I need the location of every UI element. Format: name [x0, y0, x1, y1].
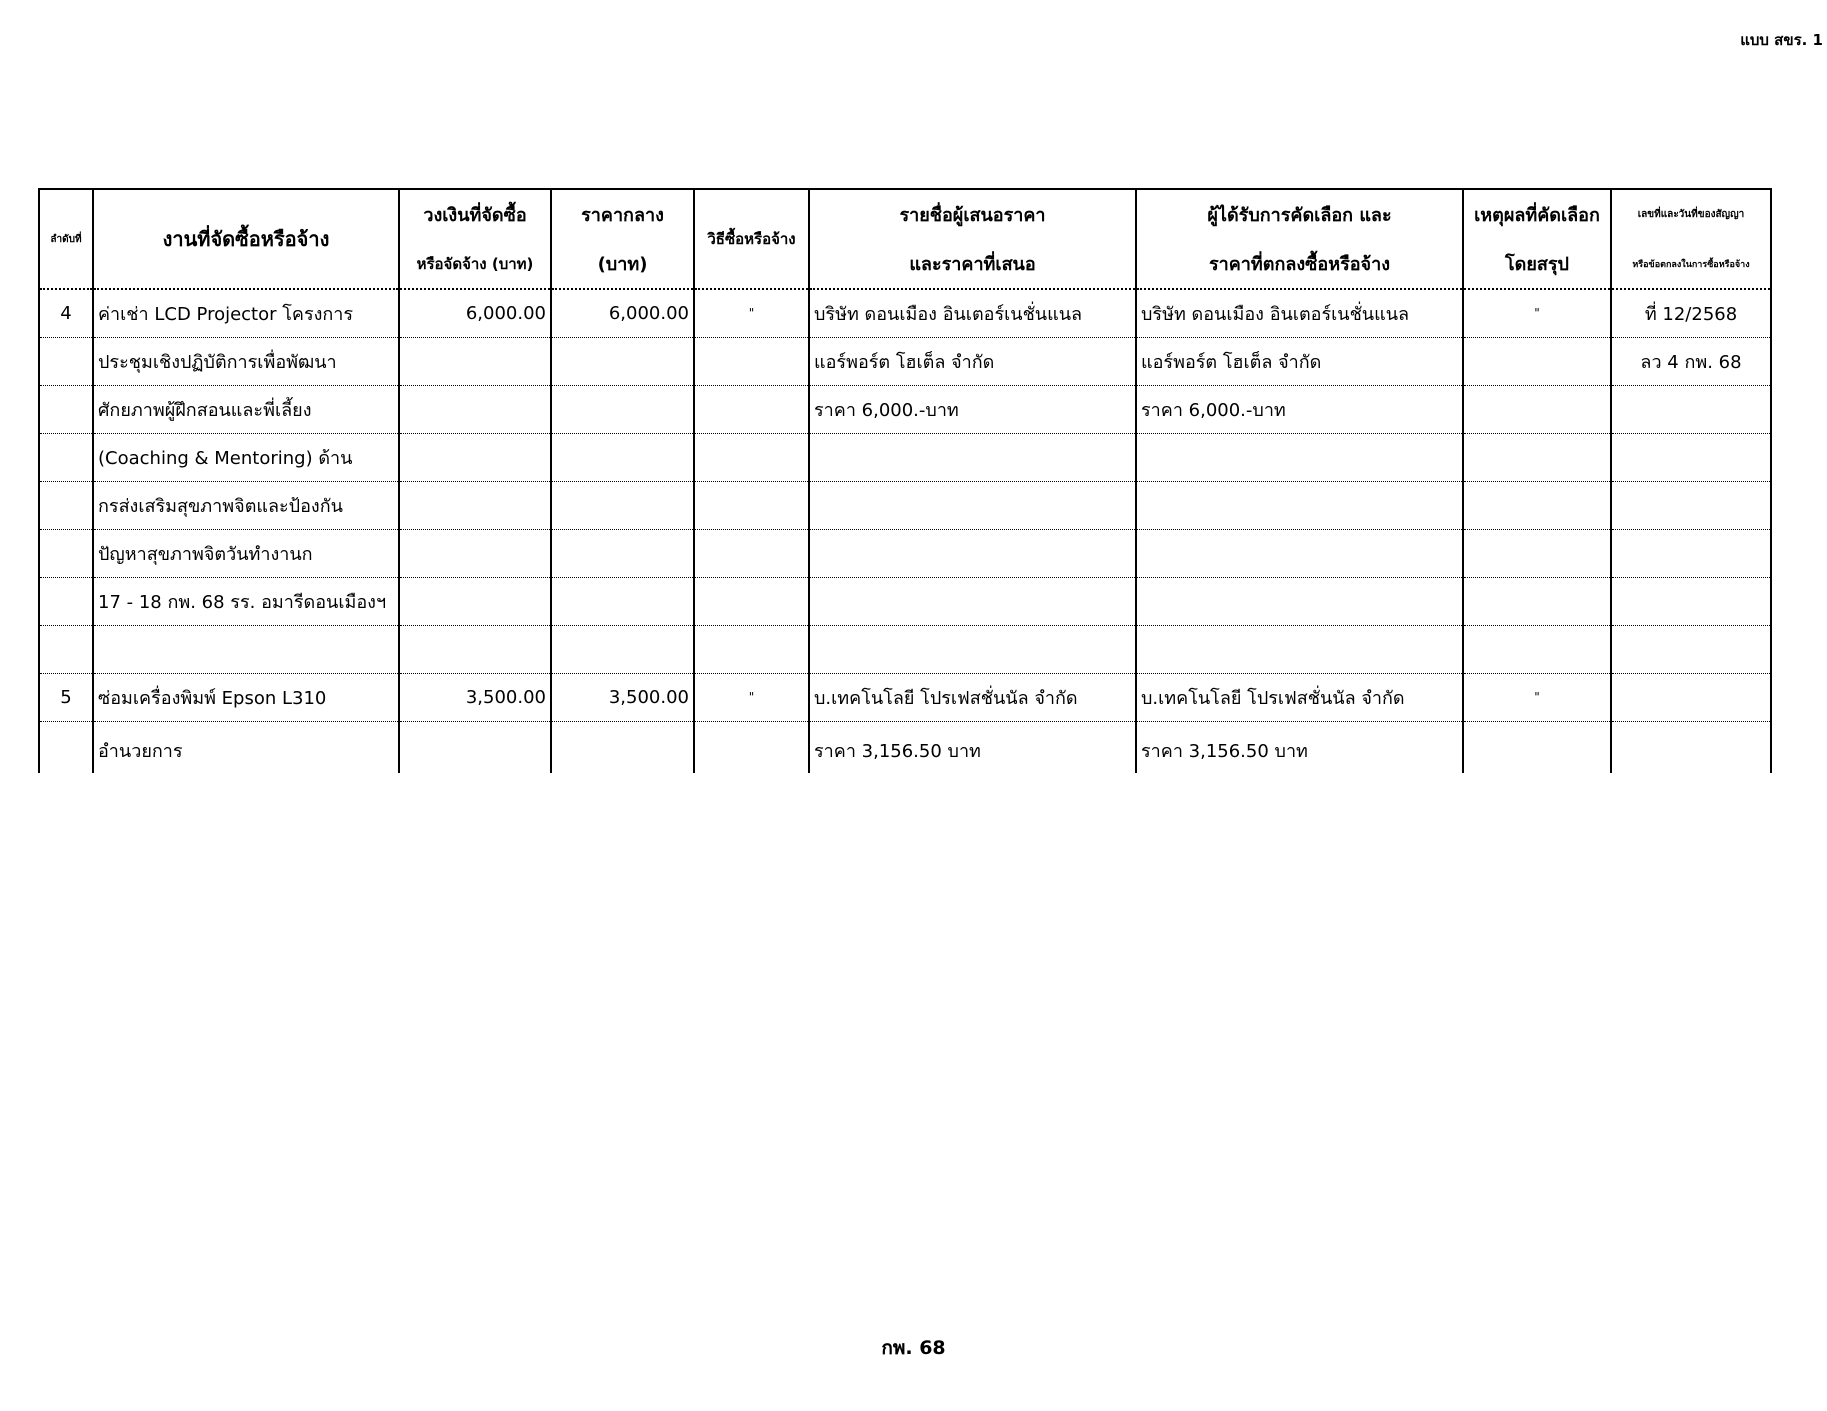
cell-selected: [1136, 577, 1463, 625]
header-bidders: รายชื่อผู้เสนอราคา: [809, 189, 1136, 239]
cell-work: (Coaching & Mentoring) ด้าน: [93, 433, 399, 481]
cell-budget: 3,500.00: [399, 673, 551, 721]
table-row: [39, 529, 1771, 577]
cell-bidders: บ.เทคโนโลยี โปรเฟสชั่นนัล จำกัด: [809, 673, 1136, 721]
cell-budget: [399, 481, 551, 529]
cell-bidders: [809, 625, 1136, 673]
cell-median: [551, 577, 694, 625]
cell-selected: ราคา 6,000.-บาท: [1136, 385, 1463, 433]
cell-reason: [1463, 481, 1611, 529]
cell-budget: [399, 721, 551, 773]
cell-reason: ": [1463, 289, 1611, 337]
cell-work: 17 - 18 กพ. 68 รร. อมารีดอนเมืองฯ: [93, 577, 399, 625]
cell-method: [694, 625, 809, 673]
header-budget: วงเงินที่จัดซื้อ: [399, 189, 551, 239]
table-row: [39, 673, 1771, 721]
cell-method: [694, 433, 809, 481]
cell-budget: 6,000.00: [399, 289, 551, 337]
cell-method: [694, 385, 809, 433]
cell-no: [39, 385, 93, 433]
cell-bidders: [809, 577, 1136, 625]
cell-median: 3,500.00: [551, 673, 694, 721]
cell-selected: ราคา 3,156.50 บาท: [1136, 721, 1463, 773]
cell-contract: [1611, 529, 1771, 577]
cell-reason: ": [1463, 673, 1611, 721]
cell-median: [551, 529, 694, 577]
cell-selected: [1136, 481, 1463, 529]
cell-contract: [1611, 481, 1771, 529]
cell-reason: [1463, 385, 1611, 433]
cell-bidders: [809, 433, 1136, 481]
cell-reason: [1463, 529, 1611, 577]
header-reason-sub: โดยสรุป: [1463, 239, 1611, 289]
table-row: [39, 337, 1771, 385]
cell-work: อำนวยการ: [93, 721, 399, 773]
header-selected: ผู้ได้รับการคัดเลือก และ: [1136, 189, 1463, 239]
cell-bidders: [809, 481, 1136, 529]
cell-no: [39, 625, 93, 673]
cell-reason: [1463, 337, 1611, 385]
cell-bidders: [809, 529, 1136, 577]
cell-median: [551, 625, 694, 673]
cell-no: 4: [39, 289, 93, 337]
header-work: งานที่จัดซื้อหรือจ้าง: [93, 189, 399, 289]
cell-reason: [1463, 577, 1611, 625]
cell-method: [694, 577, 809, 625]
cell-budget: [399, 529, 551, 577]
cell-median: [551, 433, 694, 481]
cell-contract: [1611, 385, 1771, 433]
cell-contract: [1611, 577, 1771, 625]
cell-budget: [399, 337, 551, 385]
cell-selected: บ.เทคโนโลยี โปรเฟสชั่นนัล จำกัด: [1136, 673, 1463, 721]
table-row: [39, 289, 1771, 337]
table-row: [39, 625, 1771, 673]
cell-no: [39, 481, 93, 529]
cell-work: ค่าเช่า LCD Projector โครงการ: [93, 289, 399, 337]
cell-no: [39, 337, 93, 385]
table-row: [39, 433, 1771, 481]
cell-bidders: บริษัท ดอนเมือง อินเตอร์เนชั่นแนล: [809, 289, 1136, 337]
cell-work: [93, 625, 399, 673]
cell-method: [694, 721, 809, 773]
header-budget-unit: หรือจัดจ้าง (บาท): [399, 239, 551, 289]
cell-selected: [1136, 625, 1463, 673]
cell-method: [694, 481, 809, 529]
cell-median: [551, 385, 694, 433]
header-median-unit: (บาท): [551, 239, 694, 289]
cell-no: 5: [39, 673, 93, 721]
cell-selected: [1136, 529, 1463, 577]
cell-budget: [399, 433, 551, 481]
cell-contract: [1611, 625, 1771, 673]
cell-work: ประชุมเชิงปฏิบัติการเพื่อพัฒนา: [93, 337, 399, 385]
footer-date: กพ. 68: [881, 1337, 946, 1359]
cell-method: [694, 337, 809, 385]
cell-reason: [1463, 625, 1611, 673]
cell-contract: ลว 4 กพ. 68: [1611, 337, 1771, 385]
header-median: ราคากลาง: [551, 189, 694, 239]
cell-method: ": [694, 289, 809, 337]
cell-no: [39, 433, 93, 481]
procurement-table: [38, 188, 1772, 773]
cell-work: ศักยภาพผู้ฝึกสอนและพี่เลี้ยง: [93, 385, 399, 433]
cell-method: ": [694, 673, 809, 721]
cell-contract: [1611, 433, 1771, 481]
cell-budget: [399, 385, 551, 433]
table-row: [39, 481, 1771, 529]
cell-budget: [399, 577, 551, 625]
cell-no: [39, 529, 93, 577]
cell-work: ปัญหาสุขภาพจิตวันทำงานก: [93, 529, 399, 577]
cell-contract: [1611, 673, 1771, 721]
cell-bidders: ราคา 6,000.-บาท: [809, 385, 1136, 433]
header-bidders-sub: และราคาที่เสนอ: [809, 239, 1136, 289]
cell-selected: [1136, 433, 1463, 481]
cell-work: ซ่อมเครื่องพิมพ์ Epson L310: [93, 673, 399, 721]
cell-median: [551, 721, 694, 773]
cell-median: 6,000.00: [551, 289, 694, 337]
cell-no: [39, 577, 93, 625]
cell-bidders: แอร์พอร์ต โฮเต็ล จำกัด: [809, 337, 1136, 385]
cell-work: กรส่งเสริมสุขภาพจิตและป้องกัน: [93, 481, 399, 529]
header-no: ลำดับที่: [39, 189, 93, 289]
cell-median: [551, 337, 694, 385]
header-selected-sub: ราคาที่ตกลงซื้อหรือจ้าง: [1136, 239, 1463, 289]
cell-reason: [1463, 721, 1611, 773]
cell-median: [551, 481, 694, 529]
header-method: วิธีซื้อหรือจ้าง: [694, 189, 809, 289]
cell-bidders: ราคา 3,156.50 บาท: [809, 721, 1136, 773]
cell-contract: ที่ 12/2568: [1611, 289, 1771, 337]
header-contract: เลขที่และวันที่ของสัญญา: [1611, 189, 1771, 239]
header-reason: เหตุผลที่คัดเลือก: [1463, 189, 1611, 239]
cell-method: [694, 529, 809, 577]
table-row: [39, 385, 1771, 433]
form-code: แบบ สขร. 1: [1740, 31, 1823, 49]
header-contract-sub: หรือข้อตกลงในการซื้อหรือจ้าง: [1611, 239, 1771, 289]
cell-selected: แอร์พอร์ต โฮเต็ล จำกัด: [1136, 337, 1463, 385]
cell-contract: [1611, 721, 1771, 773]
table-row: [39, 577, 1771, 625]
cell-reason: [1463, 433, 1611, 481]
cell-selected: บริษัท ดอนเมือง อินเตอร์เนชั่นแนล: [1136, 289, 1463, 337]
cell-no: [39, 721, 93, 773]
cell-budget: [399, 625, 551, 673]
table-row: [39, 721, 1771, 773]
